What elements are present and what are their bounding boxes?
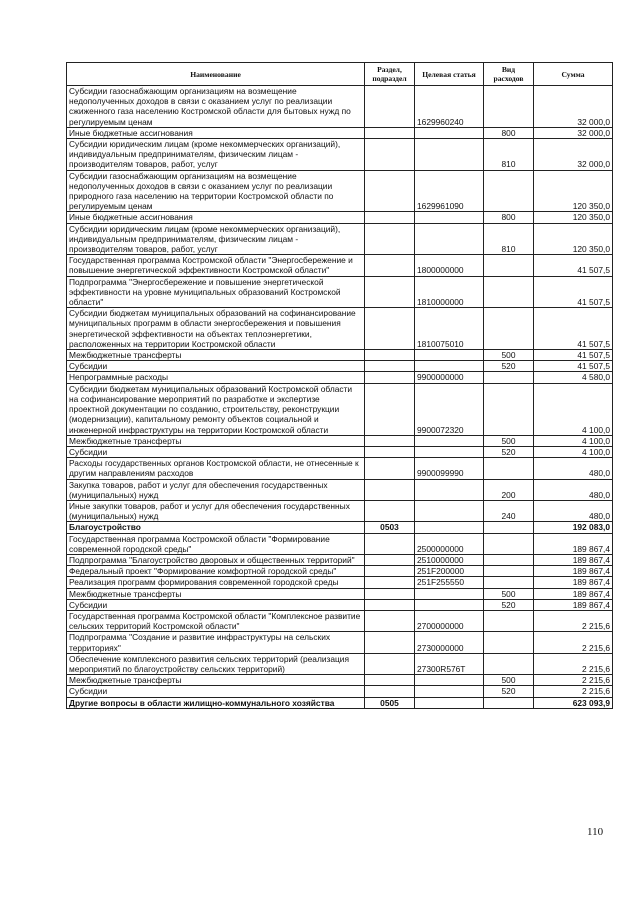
- row-kind-cell: 800: [484, 127, 534, 138]
- row-kind-cell: [484, 610, 534, 631]
- header-name: Наименование: [67, 63, 365, 86]
- row-kind-cell: 800: [484, 212, 534, 223]
- row-target-cell: [415, 686, 484, 697]
- header-sum: Сумма: [534, 63, 613, 86]
- row-section-cell: [365, 500, 415, 521]
- row-name-cell: Государственная программа Костромской области "Формирование современной городской среды": [67, 533, 365, 554]
- row-target-cell: [415, 361, 484, 372]
- row-kind-cell: [484, 533, 534, 554]
- table-row: [67, 308, 613, 350]
- row-kind-cell: [484, 566, 534, 577]
- table-row: [67, 599, 613, 610]
- row-name-cell: Межбюджетные трансферты: [67, 675, 365, 686]
- row-kind-cell: 240: [484, 500, 534, 521]
- row-section-cell: [365, 170, 415, 212]
- table-row: [67, 500, 613, 521]
- table-row: [67, 697, 613, 708]
- row-kind-cell: 200: [484, 479, 534, 500]
- row-section-cell: [365, 86, 415, 128]
- table-header-row: [67, 63, 613, 86]
- row-sum-cell: 480,0: [534, 500, 613, 521]
- table-row: [67, 632, 613, 653]
- table-row: [67, 566, 613, 577]
- row-sum-cell: 41 507,5: [534, 361, 613, 372]
- row-section-cell: 0505: [365, 697, 415, 708]
- row-sum-cell: 623 093,9: [534, 697, 613, 708]
- row-kind-cell: [484, 170, 534, 212]
- row-section-cell: [365, 675, 415, 686]
- row-name-cell: Иные бюджетные ассигнования: [67, 212, 365, 223]
- table-row: [67, 212, 613, 223]
- row-name-cell: Государственная программа Костромской области "Энергосбережение и повышение энергетической эффективности Костромской области": [67, 255, 365, 276]
- row-kind-cell: [484, 632, 534, 653]
- table-row: [67, 139, 613, 171]
- row-sum-cell: 2 215,6: [534, 675, 613, 686]
- table-row: [67, 522, 613, 533]
- row-target-cell: [415, 479, 484, 500]
- row-target-cell: 1629961090: [415, 170, 484, 212]
- row-name-cell: Подпрограмма "Благоустройство дворовых и общественных территорий": [67, 554, 365, 565]
- row-sum-cell: 41 507,5: [534, 308, 613, 350]
- row-sum-cell: 2 215,6: [534, 632, 613, 653]
- row-target-cell: [415, 588, 484, 599]
- row-sum-cell: 2 215,6: [534, 653, 613, 674]
- table-row: [67, 479, 613, 500]
- row-target-cell: [415, 675, 484, 686]
- row-kind-cell: [484, 276, 534, 308]
- table-row: [67, 458, 613, 479]
- row-name-cell: Расходы государственных органов Костромской области, не отнесенные к другим направлениям расходов: [67, 458, 365, 479]
- row-kind-cell: 520: [484, 686, 534, 697]
- row-section-cell: [365, 212, 415, 223]
- row-section-cell: [365, 610, 415, 631]
- row-name-cell: Субсидии: [67, 599, 365, 610]
- row-name-cell: Субсидии: [67, 686, 365, 697]
- row-name-cell: Субсидии газоснабжающим организациям на возмещение недополученных доходов в связи с оказанием услуг по реализации природного газа населению на территории Костромской области по регулируемым ценам: [67, 170, 365, 212]
- row-name-cell: Субсидии юридическим лицам (кроме некоммерческих организаций), индивидуальным предпринимателям, физическим лицам - производителям товаров, работ, услуг: [67, 223, 365, 255]
- row-target-cell: 2730000000: [415, 632, 484, 653]
- row-name-cell: Благоустройство: [67, 522, 365, 533]
- row-target-cell: 9900000000: [415, 372, 484, 383]
- row-name-cell: Межбюджетные трансферты: [67, 435, 365, 446]
- row-target-cell: 1810000000: [415, 276, 484, 308]
- row-name-cell: Государственная программа Костромской области "Комплексное развитие сельских территорий Костромской области": [67, 610, 365, 631]
- row-sum-cell: 4 100,0: [534, 435, 613, 446]
- row-section-cell: [365, 435, 415, 446]
- row-target-cell: 2510000000: [415, 554, 484, 565]
- row-sum-cell: 120 350,0: [534, 223, 613, 255]
- row-target-cell: 2500000000: [415, 533, 484, 554]
- row-kind-cell: [484, 383, 534, 435]
- row-section-cell: [365, 533, 415, 554]
- row-target-cell: 251F200000: [415, 566, 484, 577]
- row-section-cell: [365, 653, 415, 674]
- row-target-cell: 251F255550: [415, 577, 484, 588]
- row-target-cell: [415, 599, 484, 610]
- header-kind: Вид расходов: [484, 63, 534, 86]
- row-target-cell: [415, 350, 484, 361]
- row-section-cell: [365, 588, 415, 599]
- row-sum-cell: 32 000,0: [534, 86, 613, 128]
- row-target-cell: 1629960240: [415, 86, 484, 128]
- row-section-cell: [365, 599, 415, 610]
- row-target-cell: 9900099990: [415, 458, 484, 479]
- table-row: [67, 86, 613, 128]
- row-name-cell: Другие вопросы в области жилищно-коммунального хозяйства: [67, 697, 365, 708]
- row-section-cell: [365, 127, 415, 138]
- table-row: [67, 276, 613, 308]
- row-sum-cell: 192 083,0: [534, 522, 613, 533]
- row-kind-cell: [484, 577, 534, 588]
- row-kind-cell: 500: [484, 435, 534, 446]
- row-kind-cell: [484, 308, 534, 350]
- row-target-cell: [415, 127, 484, 138]
- row-name-cell: Субсидии юридическим лицам (кроме некоммерческих организаций), индивидуальным предпринимателям, физическим лицам - производителям товаров, работ, услуг: [67, 139, 365, 171]
- row-section-cell: [365, 566, 415, 577]
- row-section-cell: [365, 632, 415, 653]
- row-section-cell: [365, 686, 415, 697]
- row-target-cell: [415, 139, 484, 171]
- row-name-cell: Субсидии: [67, 361, 365, 372]
- row-kind-cell: 810: [484, 139, 534, 171]
- row-kind-cell: 810: [484, 223, 534, 255]
- row-section-cell: [365, 276, 415, 308]
- table-row: [67, 170, 613, 212]
- row-target-cell: 1800000000: [415, 255, 484, 276]
- row-target-cell: 1810075010: [415, 308, 484, 350]
- row-sum-cell: 189 867,4: [534, 599, 613, 610]
- budget-table: [66, 62, 613, 709]
- row-section-cell: [365, 372, 415, 383]
- row-target-cell: [415, 435, 484, 446]
- row-name-cell: Обеспечение комплексного развития сельских территорий (реализация мероприятий по благоустройству сельских территорий): [67, 653, 365, 674]
- row-sum-cell: 189 867,4: [534, 588, 613, 599]
- row-name-cell: Межбюджетные трансферты: [67, 350, 365, 361]
- row-name-cell: Субсидии: [67, 446, 365, 457]
- row-kind-cell: 500: [484, 675, 534, 686]
- row-sum-cell: 480,0: [534, 458, 613, 479]
- row-name-cell: Непрограммные расходы: [67, 372, 365, 383]
- row-section-cell: [365, 479, 415, 500]
- table-row: [67, 653, 613, 674]
- table-row: [67, 610, 613, 631]
- row-name-cell: Субсидии газоснабжающим организациям на возмещение недополученных доходов в связи с оказанием услуг по реализации сжиженного газа населению Костромской области для бытовых нужд по регулируемым ценам: [67, 86, 365, 128]
- row-kind-cell: [484, 372, 534, 383]
- row-sum-cell: 480,0: [534, 479, 613, 500]
- table-row: [67, 361, 613, 372]
- row-target-cell: [415, 446, 484, 457]
- table-body: [67, 86, 613, 709]
- row-sum-cell: 4 580,0: [534, 372, 613, 383]
- row-name-cell: Закупка товаров, работ и услуг для обеспечения государственных (муниципальных) нужд: [67, 479, 365, 500]
- row-target-cell: 27300R576T: [415, 653, 484, 674]
- row-sum-cell: 4 100,0: [534, 446, 613, 457]
- row-sum-cell: 41 507,5: [534, 276, 613, 308]
- row-sum-cell: 32 000,0: [534, 139, 613, 171]
- row-target-cell: [415, 500, 484, 521]
- row-sum-cell: 120 350,0: [534, 170, 613, 212]
- row-name-cell: Подпрограмма "Создание и развитие инфраструктуры на сельских территориях": [67, 632, 365, 653]
- row-kind-cell: [484, 86, 534, 128]
- table-row: [67, 686, 613, 697]
- header-target: Целевая статья: [415, 63, 484, 86]
- row-name-cell: Реализация программ формирования современной городской среды: [67, 577, 365, 588]
- row-sum-cell: 189 867,4: [534, 554, 613, 565]
- row-section-cell: [365, 308, 415, 350]
- row-sum-cell: 2 215,6: [534, 610, 613, 631]
- row-section-cell: [365, 383, 415, 435]
- row-kind-cell: 500: [484, 588, 534, 599]
- table-row: [67, 577, 613, 588]
- row-section-cell: [365, 350, 415, 361]
- row-section-cell: [365, 255, 415, 276]
- row-name-cell: Иные бюджетные ассигнования: [67, 127, 365, 138]
- row-target-cell: 9900072320: [415, 383, 484, 435]
- row-kind-cell: 520: [484, 599, 534, 610]
- row-sum-cell: 189 867,4: [534, 577, 613, 588]
- row-section-cell: [365, 446, 415, 457]
- row-target-cell: 2700000000: [415, 610, 484, 631]
- row-name-cell: Субсидии бюджетам муниципальных образований Костромской области на софинансирование мероприятий по разработке и экспертизе проектной документации по созданию, строительству, реконструкции (модернизации), капитальному ремонту объектов социальной и инженерной инфраструктуры на территории Костромской области: [67, 383, 365, 435]
- row-sum-cell: 120 350,0: [534, 212, 613, 223]
- row-kind-cell: [484, 554, 534, 565]
- row-kind-cell: [484, 653, 534, 674]
- row-section-cell: [365, 554, 415, 565]
- table-row: [67, 588, 613, 599]
- row-section-cell: [365, 458, 415, 479]
- row-kind-cell: [484, 697, 534, 708]
- row-sum-cell: 41 507,5: [534, 350, 613, 361]
- row-section-cell: [365, 223, 415, 255]
- table-row: [67, 446, 613, 457]
- row-target-cell: [415, 697, 484, 708]
- table-row: [67, 255, 613, 276]
- row-kind-cell: 520: [484, 361, 534, 372]
- row-kind-cell: [484, 255, 534, 276]
- row-target-cell: [415, 522, 484, 533]
- table-row: [67, 554, 613, 565]
- row-kind-cell: 500: [484, 350, 534, 361]
- row-name-cell: Подпрограмма "Энергосбережение и повышение энергетической эффективности на уровне муниципальных образований Костромской области": [67, 276, 365, 308]
- row-section-cell: [365, 139, 415, 171]
- table-row: [67, 127, 613, 138]
- header-section: Раздел, подраздел: [365, 63, 415, 86]
- table-row: [67, 533, 613, 554]
- row-name-cell: Федеральный проект "Формирование комфортной городской среды": [67, 566, 365, 577]
- row-sum-cell: 2 215,6: [534, 686, 613, 697]
- row-name-cell: Субсидии бюджетам муниципальных образований на софинансирование муниципальных программ в области энергосбережения и повышения энергетической эффективности на объектах теплоэнергетики, расположенных на территории Костромской области: [67, 308, 365, 350]
- row-sum-cell: 189 867,4: [534, 533, 613, 554]
- row-kind-cell: [484, 458, 534, 479]
- row-sum-cell: 32 000,0: [534, 127, 613, 138]
- table-row: [67, 675, 613, 686]
- row-sum-cell: 41 507,5: [534, 255, 613, 276]
- table-row: [67, 383, 613, 435]
- row-kind-cell: 520: [484, 446, 534, 457]
- row-name-cell: Межбюджетные трансферты: [67, 588, 365, 599]
- page-number: 110: [587, 826, 604, 838]
- row-section-cell: [365, 361, 415, 372]
- row-section-cell: 0503: [365, 522, 415, 533]
- table-row: [67, 435, 613, 446]
- table-row: [67, 223, 613, 255]
- row-target-cell: [415, 223, 484, 255]
- row-kind-cell: [484, 522, 534, 533]
- row-name-cell: Иные закупки товаров, работ и услуг для обеспечения государственных (муниципальных) нужд: [67, 500, 365, 521]
- row-sum-cell: 4 100,0: [534, 383, 613, 435]
- row-sum-cell: 189 867,4: [534, 566, 613, 577]
- row-target-cell: [415, 212, 484, 223]
- table-row: [67, 350, 613, 361]
- row-section-cell: [365, 577, 415, 588]
- table-row: [67, 372, 613, 383]
